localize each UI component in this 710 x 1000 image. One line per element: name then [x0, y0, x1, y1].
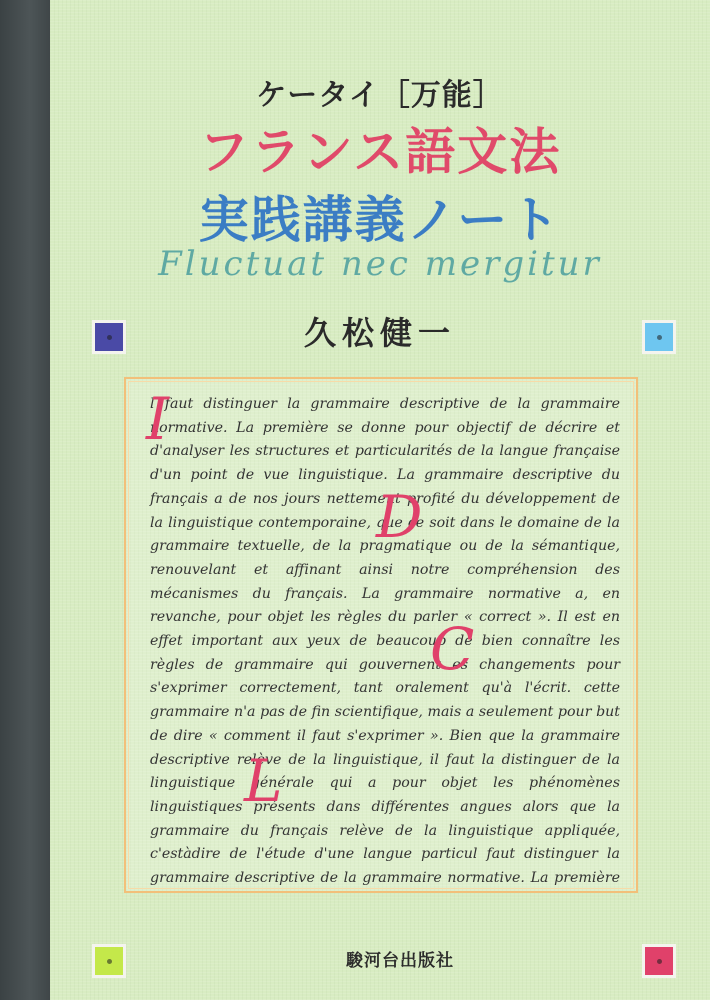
decorative-square-bottom-left [92, 944, 126, 978]
title-line-2: 実践講義ノート [198, 191, 562, 249]
publisher-name: 駿河台出版社 [346, 951, 454, 971]
series-label: ケータイ［万能］ [256, 78, 504, 113]
title-line-1: フランス語文法 [198, 123, 562, 181]
square-dot [107, 335, 112, 340]
dropcap-i: I [146, 385, 169, 453]
dropcap-l: L [244, 747, 283, 815]
dropcap-d: D [376, 483, 423, 551]
square-dot [107, 959, 112, 964]
square-dot [657, 335, 662, 340]
motto: Fluctuat nec mergitur [158, 244, 602, 284]
book-spine [0, 0, 50, 1000]
decorative-square-top-right [642, 320, 676, 354]
author-name: 久松健一 [303, 314, 456, 352]
french-body-text: l faut distinguer la grammaire descriptive de la grammaire normative. La première se donne pour objectif de décrire et d'analyser les structures et particularités de la langue française d'un point de vue linguistique. La grammaire descriptive du français a de nos jours nettement profité du développement de la linguistique contemporaine, que ce soit dans le domaine de la grammaire textuelle, de la pragmatique ou de la sémantique, renouvelant et affinant ainsi notre compréhension des mécanismes du français. La grammaire normative a, en revanche, pour objet les règles du parler « correct ». Il est en effet important aux yeux de beaucoup de bien connaître les règles de grammaire qui gouvernent es changements pour s'exprimer correctement, tant oralement qu'à l'écrit. cette grammaire n'a pas de fin scientifique, mais a seulement pour but de dire « comment il faut s'exprimer ». Bien que la grammaire descriptive relève de la linguistique, il faut la distinguer de la linguistique générale qui a pour objet les phénomènes linguistiques présents dans différentes angues alors que la grammaire du français relève de la linguistique appliquée, c'estàdire de l'étude d'une langue particul faut distinguer la grammaire descriptive de la grammaire normative. La première [150, 396, 620, 887]
french-text-box [124, 377, 638, 893]
square-dot [657, 959, 662, 964]
decorative-square-top-left [92, 320, 126, 354]
decorative-square-bottom-right [642, 944, 676, 978]
dropcap-c: C [430, 615, 475, 683]
